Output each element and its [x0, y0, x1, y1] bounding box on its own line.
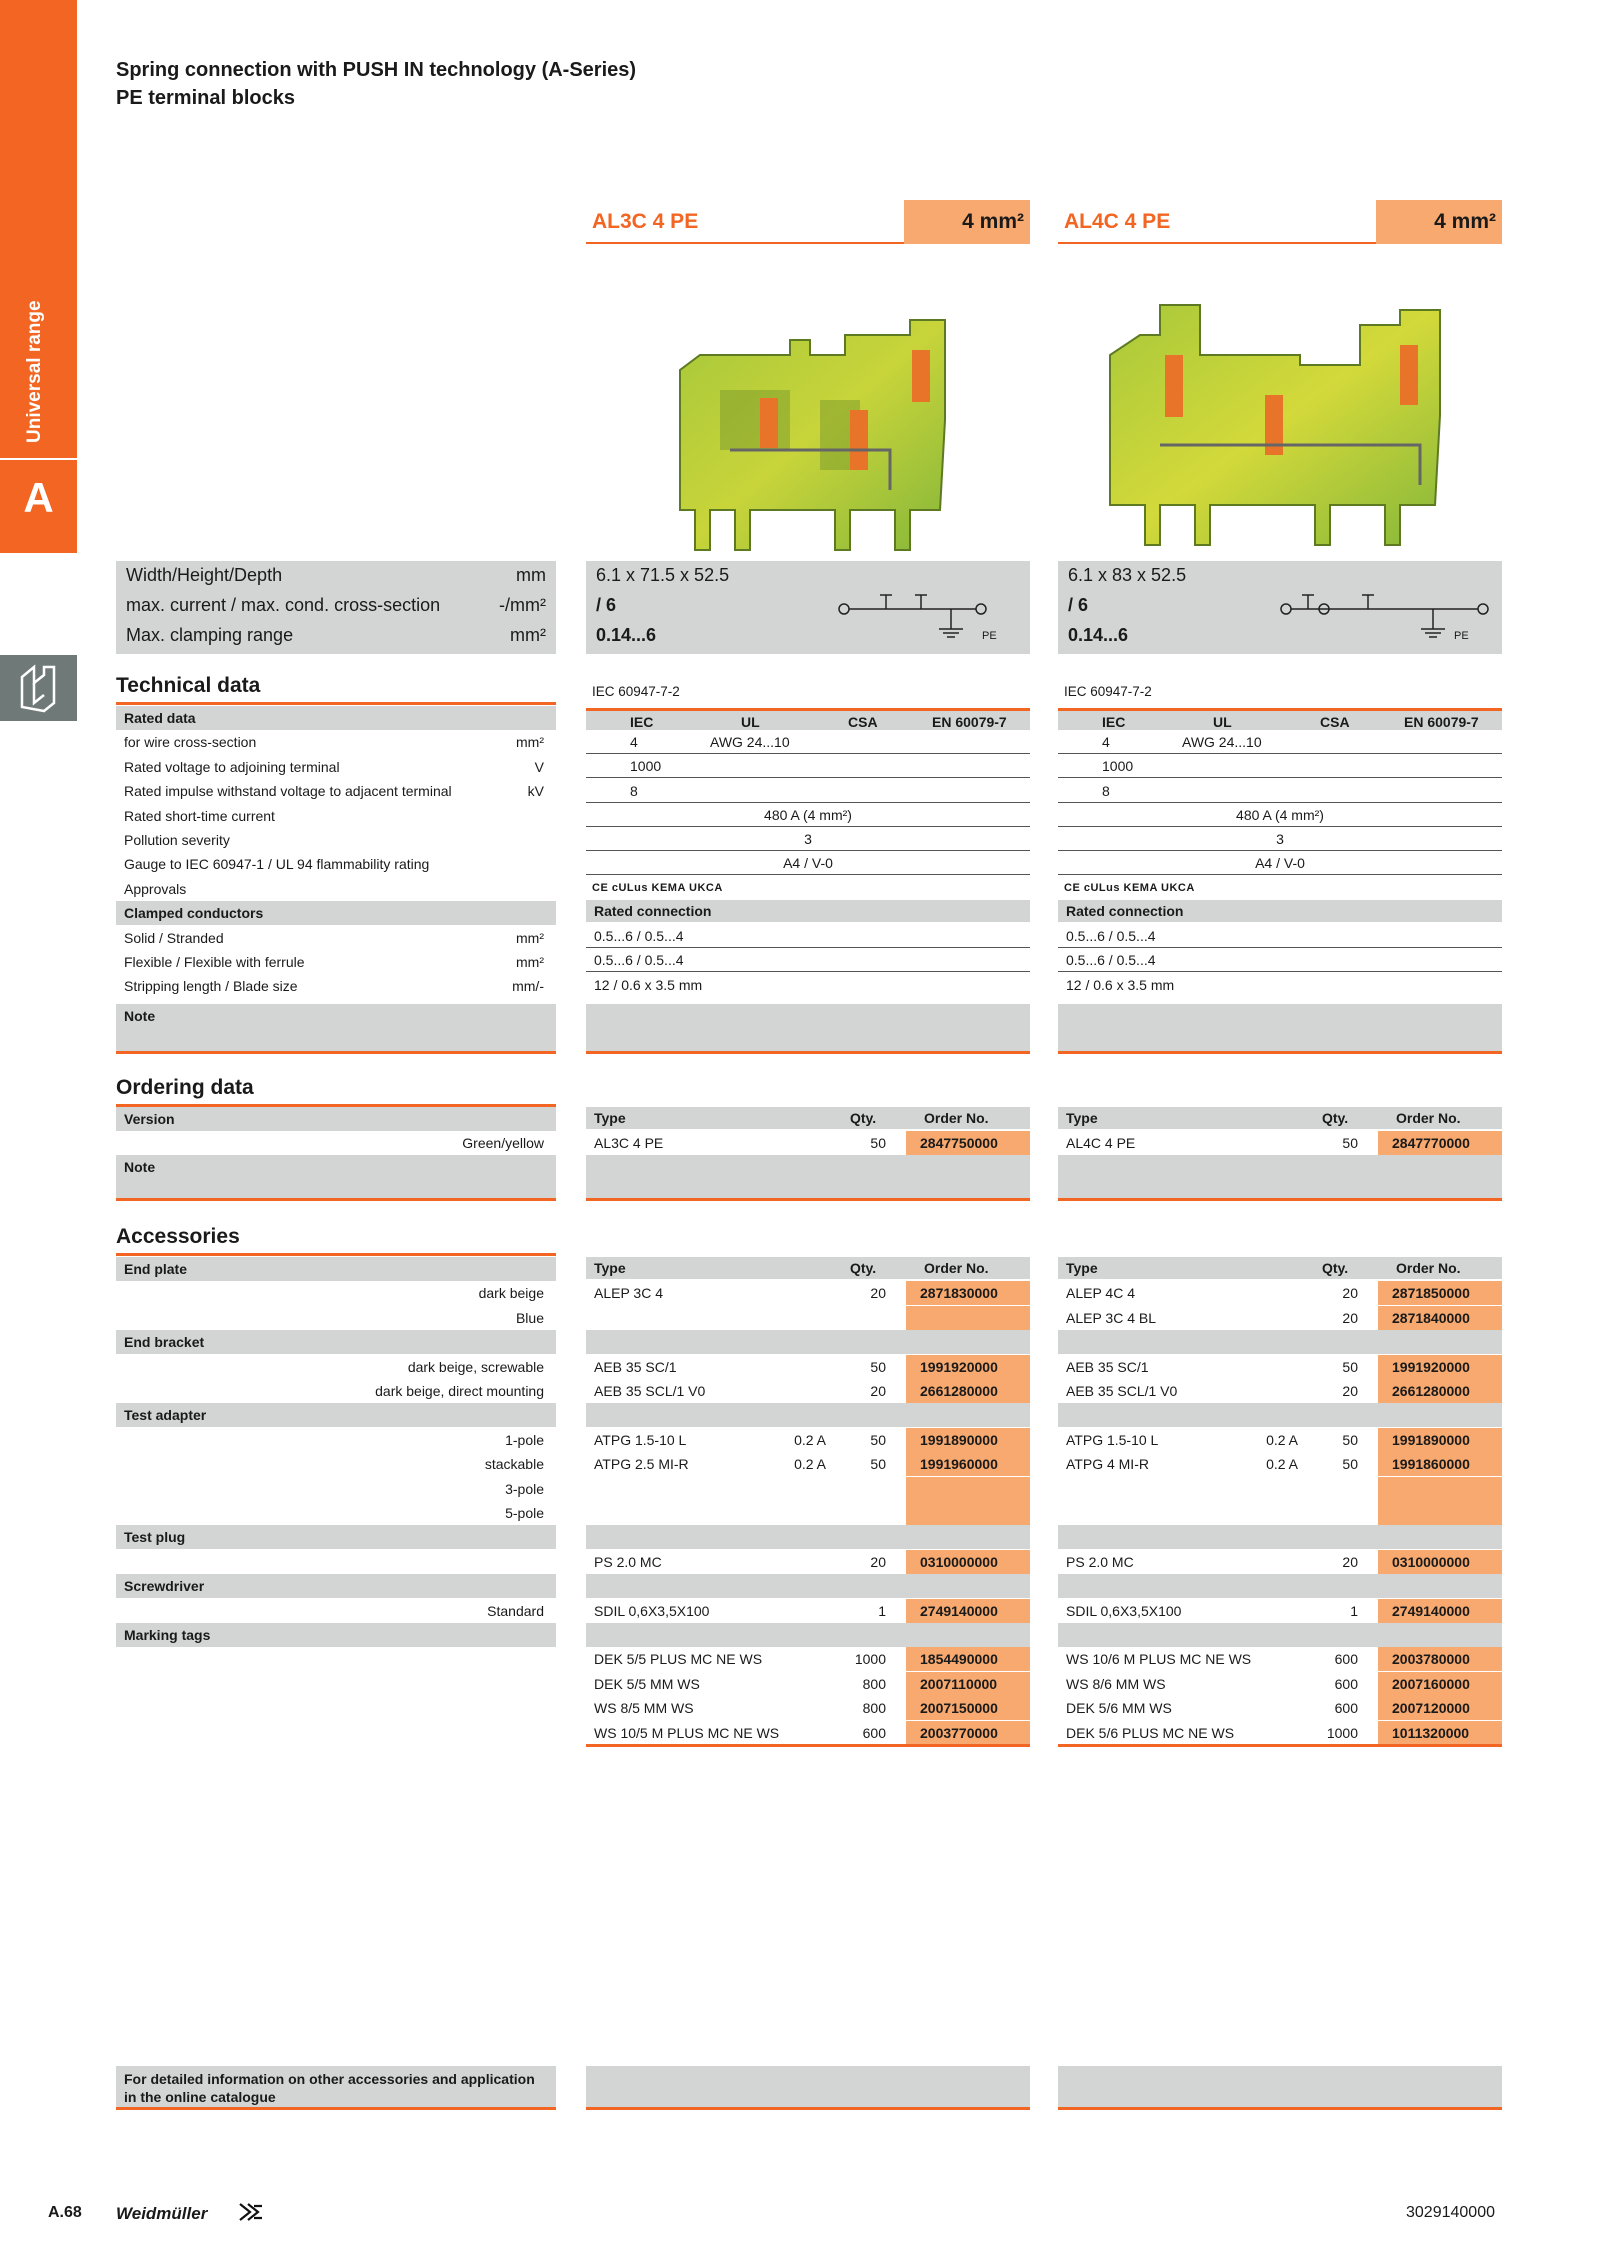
- type-header: Type: [1066, 1260, 1098, 1276]
- order-number: 2847750000: [906, 1131, 1030, 1155]
- accessory-row: [586, 1306, 1030, 1330]
- qty-header: Qty.: [1322, 1260, 1349, 1276]
- accessory-type: AEB 35 SC/1: [1066, 1358, 1149, 1375]
- tech-row-label: Rated short-time current: [124, 807, 275, 824]
- dim-unit: mm: [516, 565, 546, 585]
- accessory-row: [586, 1599, 1030, 1623]
- row-divider: [586, 874, 1030, 875]
- accessory-qty: 800: [862, 1675, 886, 1692]
- accessory-row: [1058, 1647, 1502, 1671]
- accessory-order-number: 2661280000: [906, 1379, 1030, 1403]
- pollution-value: 3: [1276, 831, 1284, 847]
- accessory-row: [586, 1428, 1030, 1452]
- accessory-row: [1058, 1550, 1502, 1574]
- rated-iec-value: 1000: [1102, 758, 1134, 775]
- ordering-data-title: Ordering data: [116, 1076, 254, 1099]
- tech-row-label: Gauge to IEC 60947-1 / UL 94 flammability rating: [124, 856, 430, 873]
- clamp-value: 0.14...6: [596, 625, 657, 645]
- accessory-qty: 20: [870, 1553, 886, 1570]
- rated-columns-header: [586, 708, 1030, 730]
- accessory-variant: dark beige, screwable: [407, 1358, 544, 1375]
- accessory-row: [1058, 1721, 1502, 1745]
- accessory-type: DEK 5/6 PLUS MC NE WS: [1066, 1724, 1235, 1741]
- tech-row-label: Solid / Stranded: [124, 929, 224, 946]
- rated-ul-value: AWG 24...10: [710, 734, 790, 750]
- order-no-header: Order No.: [1396, 1260, 1461, 1276]
- qty-header: Qty.: [850, 1260, 877, 1276]
- dim-unit: mm²: [510, 625, 546, 645]
- version-color: Green/yellow: [462, 1135, 544, 1151]
- symbol-label: PE: [1454, 630, 1469, 642]
- accessory-category: End bracket: [116, 1330, 556, 1354]
- accessory-order-number: 2871840000: [1378, 1306, 1502, 1330]
- accessory-category-band: [1058, 1574, 1502, 1598]
- approvals-logos: CE cULus KEMA UKCA: [592, 882, 723, 894]
- ordering-note-box: [1058, 1155, 1502, 1201]
- accessory-category-band: [1058, 1403, 1502, 1427]
- rated-connection-header: Rated connection: [586, 900, 1030, 922]
- accessory-row: [1058, 1355, 1502, 1379]
- accessory-order-number: 1991920000: [906, 1355, 1030, 1379]
- accessory-type: WS 10/6 M PLUS MC NE WS: [1066, 1651, 1252, 1668]
- product-name: AL3C 4 PE: [586, 200, 904, 244]
- accessory-order-number: 2003770000: [906, 1721, 1030, 1745]
- accessory-row: [586, 1281, 1030, 1305]
- tech-row-label: Pollution severity: [124, 832, 230, 848]
- symbol-label: PE: [982, 630, 997, 642]
- tech-note: Note: [116, 1004, 556, 1054]
- tech-row-unit: mm²: [516, 929, 544, 946]
- brand-logo: Weidmüller: [116, 2204, 208, 2223]
- accessory-order-number: 0310000000: [1378, 1550, 1502, 1574]
- column-header: EN 60079-7: [1404, 714, 1479, 730]
- accessory-row: [586, 1672, 1030, 1696]
- accessory-order-number: 2749140000: [1378, 1599, 1502, 1623]
- accessory-qty: 50: [870, 1456, 886, 1473]
- product-name: AL4C 4 PE: [1058, 200, 1376, 244]
- tech-row-label: Approvals: [124, 880, 187, 897]
- accessories-header: [586, 1257, 1030, 1279]
- version-label: Version: [116, 1107, 556, 1131]
- accessory-type: DEK 5/6 MM WS: [1066, 1700, 1172, 1717]
- accessory-row: [586, 1477, 1030, 1501]
- accessory-variant: stackable: [484, 1456, 544, 1473]
- accessories-title: Accessories: [116, 1225, 240, 1248]
- column-header: IEC: [630, 714, 654, 730]
- page-header: [116, 56, 636, 112]
- accessory-qty: 800: [862, 1700, 886, 1717]
- accessory-qty: 20: [1342, 1553, 1358, 1570]
- accessory-row: [1058, 1501, 1502, 1525]
- accessory-row: [1058, 1696, 1502, 1720]
- ordering-header: [586, 1107, 1030, 1129]
- accessory-type: SDIL 0,6X3,5X100: [594, 1602, 710, 1619]
- accessory-order-number: 2871830000: [906, 1281, 1030, 1305]
- accessory-order-number: [906, 1306, 1030, 1330]
- type-header: Type: [1066, 1110, 1098, 1126]
- product-size: 4 mm²: [904, 200, 1030, 244]
- standard-label: IEC 60947-7-2: [1064, 684, 1152, 699]
- accessory-variant: 1-pole: [505, 1431, 544, 1448]
- accessory-category-band: [586, 1623, 1030, 1647]
- accessory-qty: 50: [870, 1431, 886, 1448]
- accessory-order-number: 2007160000: [1378, 1672, 1502, 1696]
- accessory-type: ALEP 3C 4: [594, 1285, 664, 1302]
- ordering-note: Note: [116, 1155, 556, 1201]
- dim-label: Max. clamping range: [126, 625, 294, 645]
- section-letter: A: [23, 474, 54, 521]
- circuit-symbol-icon: [836, 589, 1026, 649]
- accessory-qty: 600: [1334, 1700, 1358, 1717]
- column-header: UL: [741, 714, 760, 730]
- accessory-row: [586, 1721, 1030, 1745]
- tech-row-unit: mm²: [516, 734, 544, 751]
- bottom-note-box-2: [1058, 2066, 1502, 2110]
- accessory-type: DEK 5/5 MM WS: [594, 1675, 700, 1692]
- accessory-qty: 50: [870, 1358, 886, 1375]
- short_time-value: 480 A (4 mm²): [764, 807, 852, 823]
- tech-row-unit: mm²: [516, 954, 544, 970]
- accessory-type: WS 8/6 MM WS: [1066, 1675, 1166, 1692]
- accessory-qty: 600: [1334, 1675, 1358, 1692]
- accessory-type: AEB 35 SC/1: [594, 1358, 677, 1375]
- accessory-order-number: [1378, 1501, 1502, 1525]
- dimension-values-2: [1058, 561, 1502, 654]
- tech-row-label: Rated impulse withstand voltage to adjacent terminal: [124, 783, 452, 800]
- accessory-category-band: [586, 1574, 1030, 1598]
- accessory-variant: dark beige, direct mounting: [375, 1383, 544, 1399]
- accessory-type: PS 2.0 MC: [594, 1553, 662, 1570]
- gauge-value: A4 / V-0: [1255, 855, 1305, 871]
- accessory-type: AEB 35 SCL/1 V0: [594, 1383, 706, 1399]
- ordering-note-box: [586, 1155, 1030, 1201]
- conductor-value: 12 / 0.6 x 3.5 mm: [1066, 976, 1175, 993]
- rated-connection-header: Rated connection: [1058, 900, 1502, 922]
- rated-iec-value: 8: [630, 782, 638, 799]
- product-image-1: [670, 310, 970, 560]
- accessory-rating: 0.2 A: [794, 1431, 826, 1448]
- conductor-value: 0.5...6 / 0.5...4: [594, 928, 684, 944]
- ordering-header: [1058, 1107, 1502, 1129]
- accessory-order-number: 1854490000: [906, 1647, 1030, 1671]
- accessory-qty: 1000: [854, 1651, 886, 1668]
- approvals-logos: CE cULus KEMA UKCA: [1064, 882, 1195, 894]
- accessory-row: [586, 1379, 1030, 1403]
- accessory-category-band: [586, 1525, 1030, 1549]
- document-number: 3029140000: [1406, 2204, 1495, 2221]
- accessory-row: [586, 1647, 1030, 1671]
- type-value: AL4C 4 PE: [1066, 1135, 1136, 1151]
- column-header: IEC: [1102, 714, 1126, 730]
- sidebar-tab: [0, 0, 77, 553]
- accessory-type: ALEP 3C 4 BL: [1066, 1309, 1157, 1326]
- type-header: Type: [594, 1110, 626, 1126]
- accessory-row: [586, 1355, 1030, 1379]
- accessory-type: WS 10/5 M PLUS MC NE WS: [594, 1724, 780, 1741]
- accessory-qty: 600: [862, 1724, 886, 1741]
- row-divider: [1058, 777, 1502, 778]
- range-label: Universal range: [24, 300, 45, 443]
- accessory-order-number: 1991890000: [906, 1428, 1030, 1452]
- accessory-type: PS 2.0 MC: [1066, 1553, 1134, 1570]
- accessory-row: [1058, 1306, 1502, 1330]
- ordering-row: [586, 1131, 1030, 1155]
- accessory-category: Test adapter: [116, 1403, 556, 1427]
- tech-row-label: Clamped conductors: [116, 901, 556, 925]
- accessory-variant: 5-pole: [505, 1505, 544, 1521]
- tech-row-label: Flexible / Flexible with ferrule: [124, 954, 305, 970]
- accessory-category: Test plug: [116, 1525, 556, 1549]
- product-image-2: [1100, 295, 1460, 560]
- conductor-value: 0.5...6 / 0.5...4: [1066, 952, 1156, 969]
- accessory-type: ALEP 4C 4: [1066, 1285, 1136, 1302]
- accessory-category: End plate: [116, 1257, 556, 1281]
- product-header-2: [1058, 200, 1502, 244]
- accessory-qty: 1: [1350, 1602, 1358, 1619]
- accessory-rating: 0.2 A: [1266, 1431, 1298, 1448]
- order-no-header: Order No.: [924, 1260, 989, 1276]
- accessory-type: SDIL 0,6X3,5X100: [1066, 1602, 1182, 1619]
- accessory-qty: 20: [1342, 1285, 1358, 1302]
- accessory-qty: 600: [1334, 1651, 1358, 1668]
- accessory-order-number: 1011320000: [1378, 1721, 1502, 1745]
- accessory-type: ATPG 1.5-10 L: [594, 1431, 687, 1448]
- accessory-row: [586, 1452, 1030, 1476]
- accessory-order-number: 1991920000: [1378, 1355, 1502, 1379]
- divider: [116, 702, 556, 705]
- accessory-row: [1058, 1672, 1502, 1696]
- header-subtitle: PE terminal blocks: [116, 87, 295, 109]
- accessory-variant: 3-pole: [505, 1480, 544, 1497]
- terminal-icon: [0, 655, 77, 721]
- header-title: Spring connection with PUSH IN technology (A-Series): [116, 59, 637, 81]
- accessories-bottom-line: [586, 1744, 1030, 1747]
- accessory-type: ATPG 4 MI-R: [1066, 1456, 1149, 1473]
- short_time-value: 480 A (4 mm²): [1236, 807, 1324, 823]
- accessory-row: [1058, 1379, 1502, 1403]
- accessory-order-number: 2007150000: [906, 1696, 1030, 1720]
- accessory-order-number: 1991960000: [906, 1452, 1030, 1476]
- accessory-category-band: [1058, 1330, 1502, 1354]
- clamp-value: 0.14...6: [1068, 625, 1129, 645]
- accessory-row: [1058, 1599, 1502, 1623]
- accessory-variant: Blue: [515, 1309, 544, 1326]
- accessory-qty: 20: [870, 1383, 886, 1399]
- product-size: 4 mm²: [1376, 200, 1502, 244]
- accessory-order-number: 2007120000: [1378, 1696, 1502, 1720]
- row-divider: [586, 777, 1030, 778]
- accessory-type: AEB 35 SCL/1 V0: [1066, 1383, 1178, 1399]
- qty-header: Qty.: [1322, 1110, 1349, 1126]
- accessory-row: [586, 1550, 1030, 1574]
- accessory-order-number: 2661280000: [1378, 1379, 1502, 1403]
- rated-iec-value: 1000: [630, 758, 662, 775]
- accessory-order-number: 2007110000: [906, 1672, 1030, 1696]
- accessory-row: [1058, 1452, 1502, 1476]
- accessory-category-band: [586, 1330, 1030, 1354]
- accessory-order-number: 1991860000: [1378, 1452, 1502, 1476]
- accessory-row: [1058, 1281, 1502, 1305]
- accessory-variant: dark beige: [478, 1285, 544, 1302]
- accessory-row: [1058, 1477, 1502, 1501]
- bottom-note: For detailed information on other accessories and application in the online catalogue: [116, 2066, 556, 2110]
- accessory-order-number: 0310000000: [906, 1550, 1030, 1574]
- dim-label: Width/Height/Depth: [126, 565, 283, 585]
- accessory-qty: 50: [1342, 1358, 1358, 1375]
- tech-row-label: Stripping length / Blade size: [124, 978, 298, 995]
- dim-unit: -/mm²: [499, 595, 546, 615]
- dimension-values-1: [586, 561, 1030, 654]
- accessory-category-band: [1058, 1623, 1502, 1647]
- bottom-note-box-1: [586, 2066, 1030, 2110]
- accessory-order-number: [1378, 1477, 1502, 1501]
- divider: [116, 1253, 556, 1256]
- conductor-value: 0.5...6 / 0.5...4: [1066, 928, 1156, 944]
- accessory-rating: 0.2 A: [794, 1456, 826, 1473]
- accessory-order-number: 2003780000: [1378, 1647, 1502, 1671]
- qty-value: 50: [1342, 1135, 1358, 1151]
- type-value: AL3C 4 PE: [594, 1135, 664, 1151]
- accessory-type: ATPG 1.5-10 L: [1066, 1431, 1159, 1448]
- dimension-labels: [116, 561, 556, 654]
- tech-row-unit: mm/-: [512, 978, 544, 995]
- type-header: Type: [594, 1260, 626, 1276]
- dims-value: 6.1 x 71.5 x 52.5: [596, 565, 730, 585]
- accessories-header: [1058, 1257, 1502, 1279]
- accessory-category-band: [1058, 1525, 1502, 1549]
- tech-row-label: Rated data: [116, 706, 556, 730]
- order-no-header: Order No.: [924, 1110, 989, 1126]
- accessory-qty: 50: [1342, 1431, 1358, 1448]
- qty-header: Qty.: [850, 1110, 877, 1126]
- rated-iec-value: 4: [630, 734, 638, 750]
- accessory-qty: 50: [1342, 1456, 1358, 1473]
- accessory-qty: 20: [1342, 1383, 1358, 1399]
- rated-ul-value: AWG 24...10: [1182, 734, 1262, 750]
- accessory-variant: [116, 1550, 556, 1574]
- accessory-variant: Standard: [487, 1602, 544, 1619]
- gauge-value: A4 / V-0: [783, 855, 833, 871]
- accessory-row: [586, 1501, 1030, 1525]
- tech-row-label: Rated voltage to adjoining terminal: [124, 758, 340, 775]
- row-divider: [1058, 874, 1502, 875]
- accessory-order-number: 2871850000: [1378, 1281, 1502, 1305]
- tech-note-box: [586, 1004, 1030, 1054]
- standard-label: IEC 60947-7-2: [592, 684, 680, 699]
- tech-row-unit: V: [534, 758, 544, 775]
- accessory-order-number: [906, 1477, 1030, 1501]
- tech-row-unit: kV: [527, 783, 544, 800]
- accessory-category: Screwdriver: [116, 1574, 556, 1598]
- brand-logo-icon: [238, 2200, 264, 2224]
- column-header: EN 60079-7: [932, 714, 1007, 730]
- accessory-type: DEK 5/5 PLUS MC NE WS: [594, 1651, 763, 1668]
- accessory-qty: 20: [870, 1285, 886, 1302]
- rated-columns-header: [1058, 708, 1502, 730]
- conductor-value: 12 / 0.6 x 3.5 mm: [594, 976, 703, 993]
- accessory-qty: 1: [878, 1602, 886, 1619]
- ordering-row: [1058, 1131, 1502, 1155]
- rated-iec-value: 8: [1102, 782, 1110, 799]
- order-no-header: Order No.: [1396, 1110, 1461, 1126]
- accessory-category: Marking tags: [116, 1623, 556, 1647]
- dim-label: max. current / max. cond. cross-section: [126, 595, 441, 615]
- accessory-type: ATPG 2.5 MI-R: [594, 1456, 689, 1473]
- accessory-row: [1058, 1428, 1502, 1452]
- conductor-value: 0.5...6 / 0.5...4: [594, 952, 684, 969]
- accessory-row: [586, 1696, 1030, 1720]
- product-header-1: [586, 200, 1030, 244]
- current-value: / 6: [1068, 595, 1089, 615]
- pollution-value: 3: [804, 831, 812, 847]
- page-number: A.68: [48, 2204, 82, 2221]
- accessory-qty: 20: [1342, 1309, 1358, 1326]
- accessory-order-number: 1991890000: [1378, 1428, 1502, 1452]
- accessory-type: WS 8/5 MM WS: [594, 1700, 694, 1717]
- qty-value: 50: [870, 1135, 886, 1151]
- accessories-bottom-line: [1058, 1744, 1502, 1747]
- current-value: / 6: [596, 595, 617, 615]
- column-header: CSA: [1320, 714, 1350, 730]
- order-number: 2847770000: [1378, 1131, 1502, 1155]
- rated-iec-value: 4: [1102, 734, 1110, 750]
- accessory-order-number: 2749140000: [906, 1599, 1030, 1623]
- column-header: CSA: [848, 714, 878, 730]
- accessory-category-band: [586, 1403, 1030, 1427]
- dims-value: 6.1 x 83 x 52.5: [1068, 565, 1187, 585]
- technical-data-title: Technical data: [116, 674, 261, 697]
- tech-note-box: [1058, 1004, 1502, 1054]
- accessory-qty: 1000: [1326, 1724, 1358, 1741]
- column-header: UL: [1213, 714, 1232, 730]
- accessory-order-number: [906, 1501, 1030, 1525]
- divider: [0, 458, 77, 460]
- tech-row-label: for wire cross-section: [124, 734, 257, 751]
- accessory-rating: 0.2 A: [1266, 1456, 1298, 1473]
